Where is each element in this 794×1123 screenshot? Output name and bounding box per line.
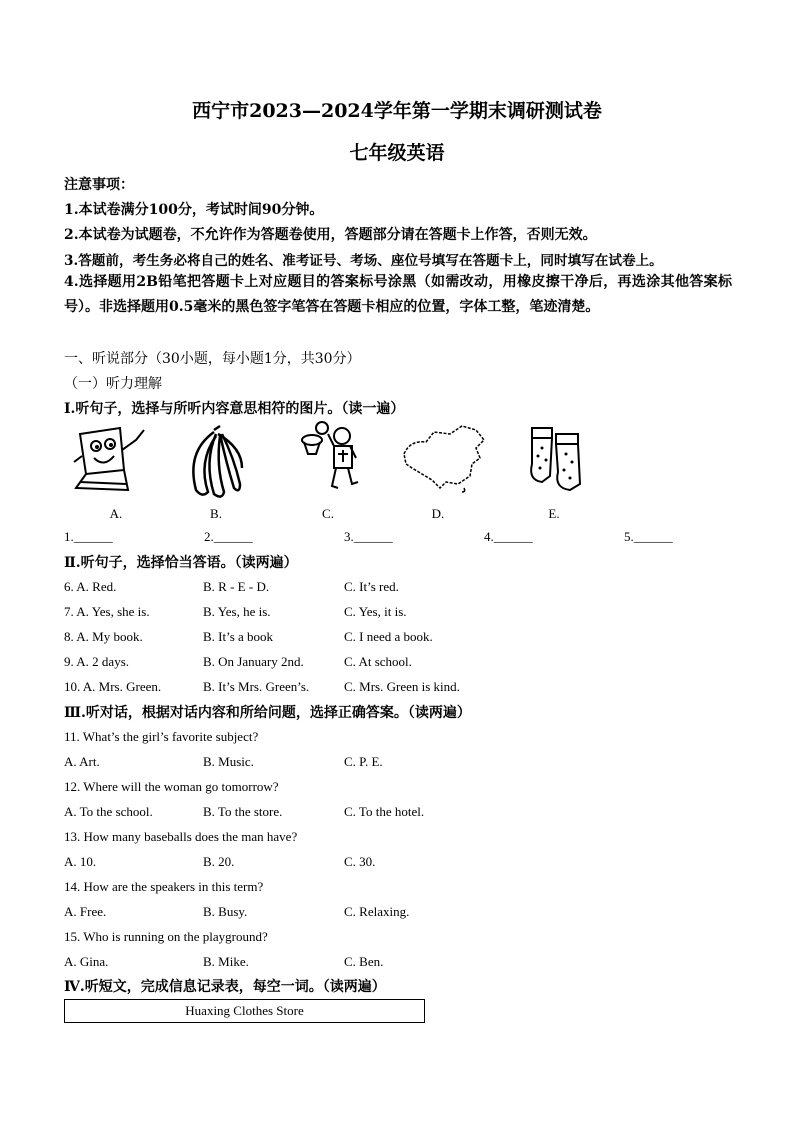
q15-option-a: A. Gina. [64, 954, 109, 969]
q11-option-a: A. Art. [64, 754, 100, 769]
q8-option-a: 8. A. My book. [64, 629, 143, 644]
picture-label-b: B. [210, 506, 222, 521]
q13-option-b: B. 20. [203, 854, 235, 869]
note-item-1: 1.本试卷满分100分，考试时间90分钟。 [64, 202, 324, 218]
note-item-3: 3.答题前，考生务必将自己的姓名、准考证号、考场、座位号填写在答题卡上，同时填写在试卷上。 [64, 253, 663, 269]
q12-option-c: C. To the hotel. [344, 804, 425, 819]
basketball-player-icon [298, 418, 370, 500]
q15-option-c: C. Ben. [344, 954, 384, 969]
section-i-heading: Ⅰ.听句子，选择与所听内容意思相符的图片。（读一遍） [64, 401, 405, 417]
answer-blank-3: 3.______ [344, 529, 393, 544]
q11-option-b: B. Music. [203, 754, 254, 769]
q6-option-c: C. It’s red. [344, 579, 399, 594]
question-12: 12. Where will the woman go tomorrow? [64, 779, 279, 794]
info-table-title: Huaxing Clothes Store [64, 999, 425, 1023]
answer-blank-5: 5.______ [624, 529, 673, 544]
answer-blank-1: 1.______ [64, 529, 113, 544]
laptop-icon [72, 422, 158, 502]
q9-option-a: 9. A. 2 days. [64, 654, 129, 669]
note-item-4: 4.选择题用2B铅笔把答题卡上对应题目的答案标号涂黑（如需改动，用橡皮擦干净后，再选涂其他答案标号）。非选择题用0.5毫米的黑色签字笔答在答题卡相应的位置，字体工整，笔迹清楚。 [64, 274, 732, 315]
q9-option-c: C. At school. [344, 654, 412, 669]
question-11: 11. What’s the girl’s favorite subject? [64, 729, 259, 744]
q12-option-b: B. To the store. [203, 804, 283, 819]
question-13: 13. How many baseballs does the man have? [64, 829, 298, 844]
page-subtitle: 七年级英语 [349, 142, 445, 164]
answer-blank-2: 2.______ [204, 529, 253, 544]
q13-option-a: A. 10. [64, 854, 97, 869]
q15-option-b: B. Mike. [203, 954, 249, 969]
q10-option-b: B. It’s Mrs. Green’s. [203, 679, 310, 694]
q9-option-b: B. On January 2nd. [203, 654, 304, 669]
note-item-2: 2.本试卷为试题卷，不允许作为答题卷使用，答题部分请在答题卡上作答，否则无效。 [64, 227, 597, 243]
picture-label-e: E. [548, 506, 560, 521]
picture-label-a: A. [109, 506, 123, 521]
q14-option-c: C. Relaxing. [344, 904, 410, 919]
q10-option-a: 10. A. Mrs. Green. [64, 679, 162, 694]
question-14: 14. How are the speakers in this term? [64, 879, 264, 894]
question-15: 15. Who is running on the playground? [64, 929, 268, 944]
q7-option-c: C. Yes, it is. [344, 604, 407, 619]
section-iii-heading: Ⅲ.听对话，根据对话内容和所给问题，选择正确答案。（读两遍） [64, 705, 471, 721]
notes-heading: 注意事项： [64, 177, 134, 193]
part1-sub-heading: （一）听力理解 [64, 376, 162, 392]
picture-label-c: C. [322, 506, 334, 521]
section-iv-heading: Ⅳ.听短文，完成信息记录表，每空一词。（读两遍） [64, 979, 386, 995]
q8-option-c: C. I need a book. [344, 629, 433, 644]
page-title: 西宁市2023—2024学年第一学期末调研测试卷 [192, 100, 602, 122]
q13-option-c: C. 30. [344, 854, 376, 869]
q7-option-b: B. Yes, he is. [203, 604, 271, 619]
q7-option-a: 7. A. Yes, she is. [64, 604, 150, 619]
q11-option-c: C. P. E. [344, 754, 383, 769]
answer-blank-4: 4.______ [484, 529, 533, 544]
china-map-icon [400, 424, 488, 494]
q14-option-b: B. Busy. [203, 904, 248, 919]
q14-option-a: A. Free. [64, 904, 107, 919]
section-ii-heading: Ⅱ.听句子，选择恰当答语。（读两遍） [64, 555, 298, 571]
bananas-icon [180, 422, 246, 502]
part1-heading: 一、听说部分（30小题，每小题1分，共30分） [64, 351, 361, 367]
q12-option-a: A. To the school. [64, 804, 153, 819]
picture-label-d: D. [431, 506, 445, 521]
q6-option-b: B. R - E - D. [203, 579, 270, 594]
socks-icon [524, 424, 590, 498]
q8-option-b: B. It’s a book [203, 629, 274, 644]
q6-option-a: 6. A. Red. [64, 579, 117, 594]
q10-option-c: C. Mrs. Green is kind. [344, 679, 460, 694]
